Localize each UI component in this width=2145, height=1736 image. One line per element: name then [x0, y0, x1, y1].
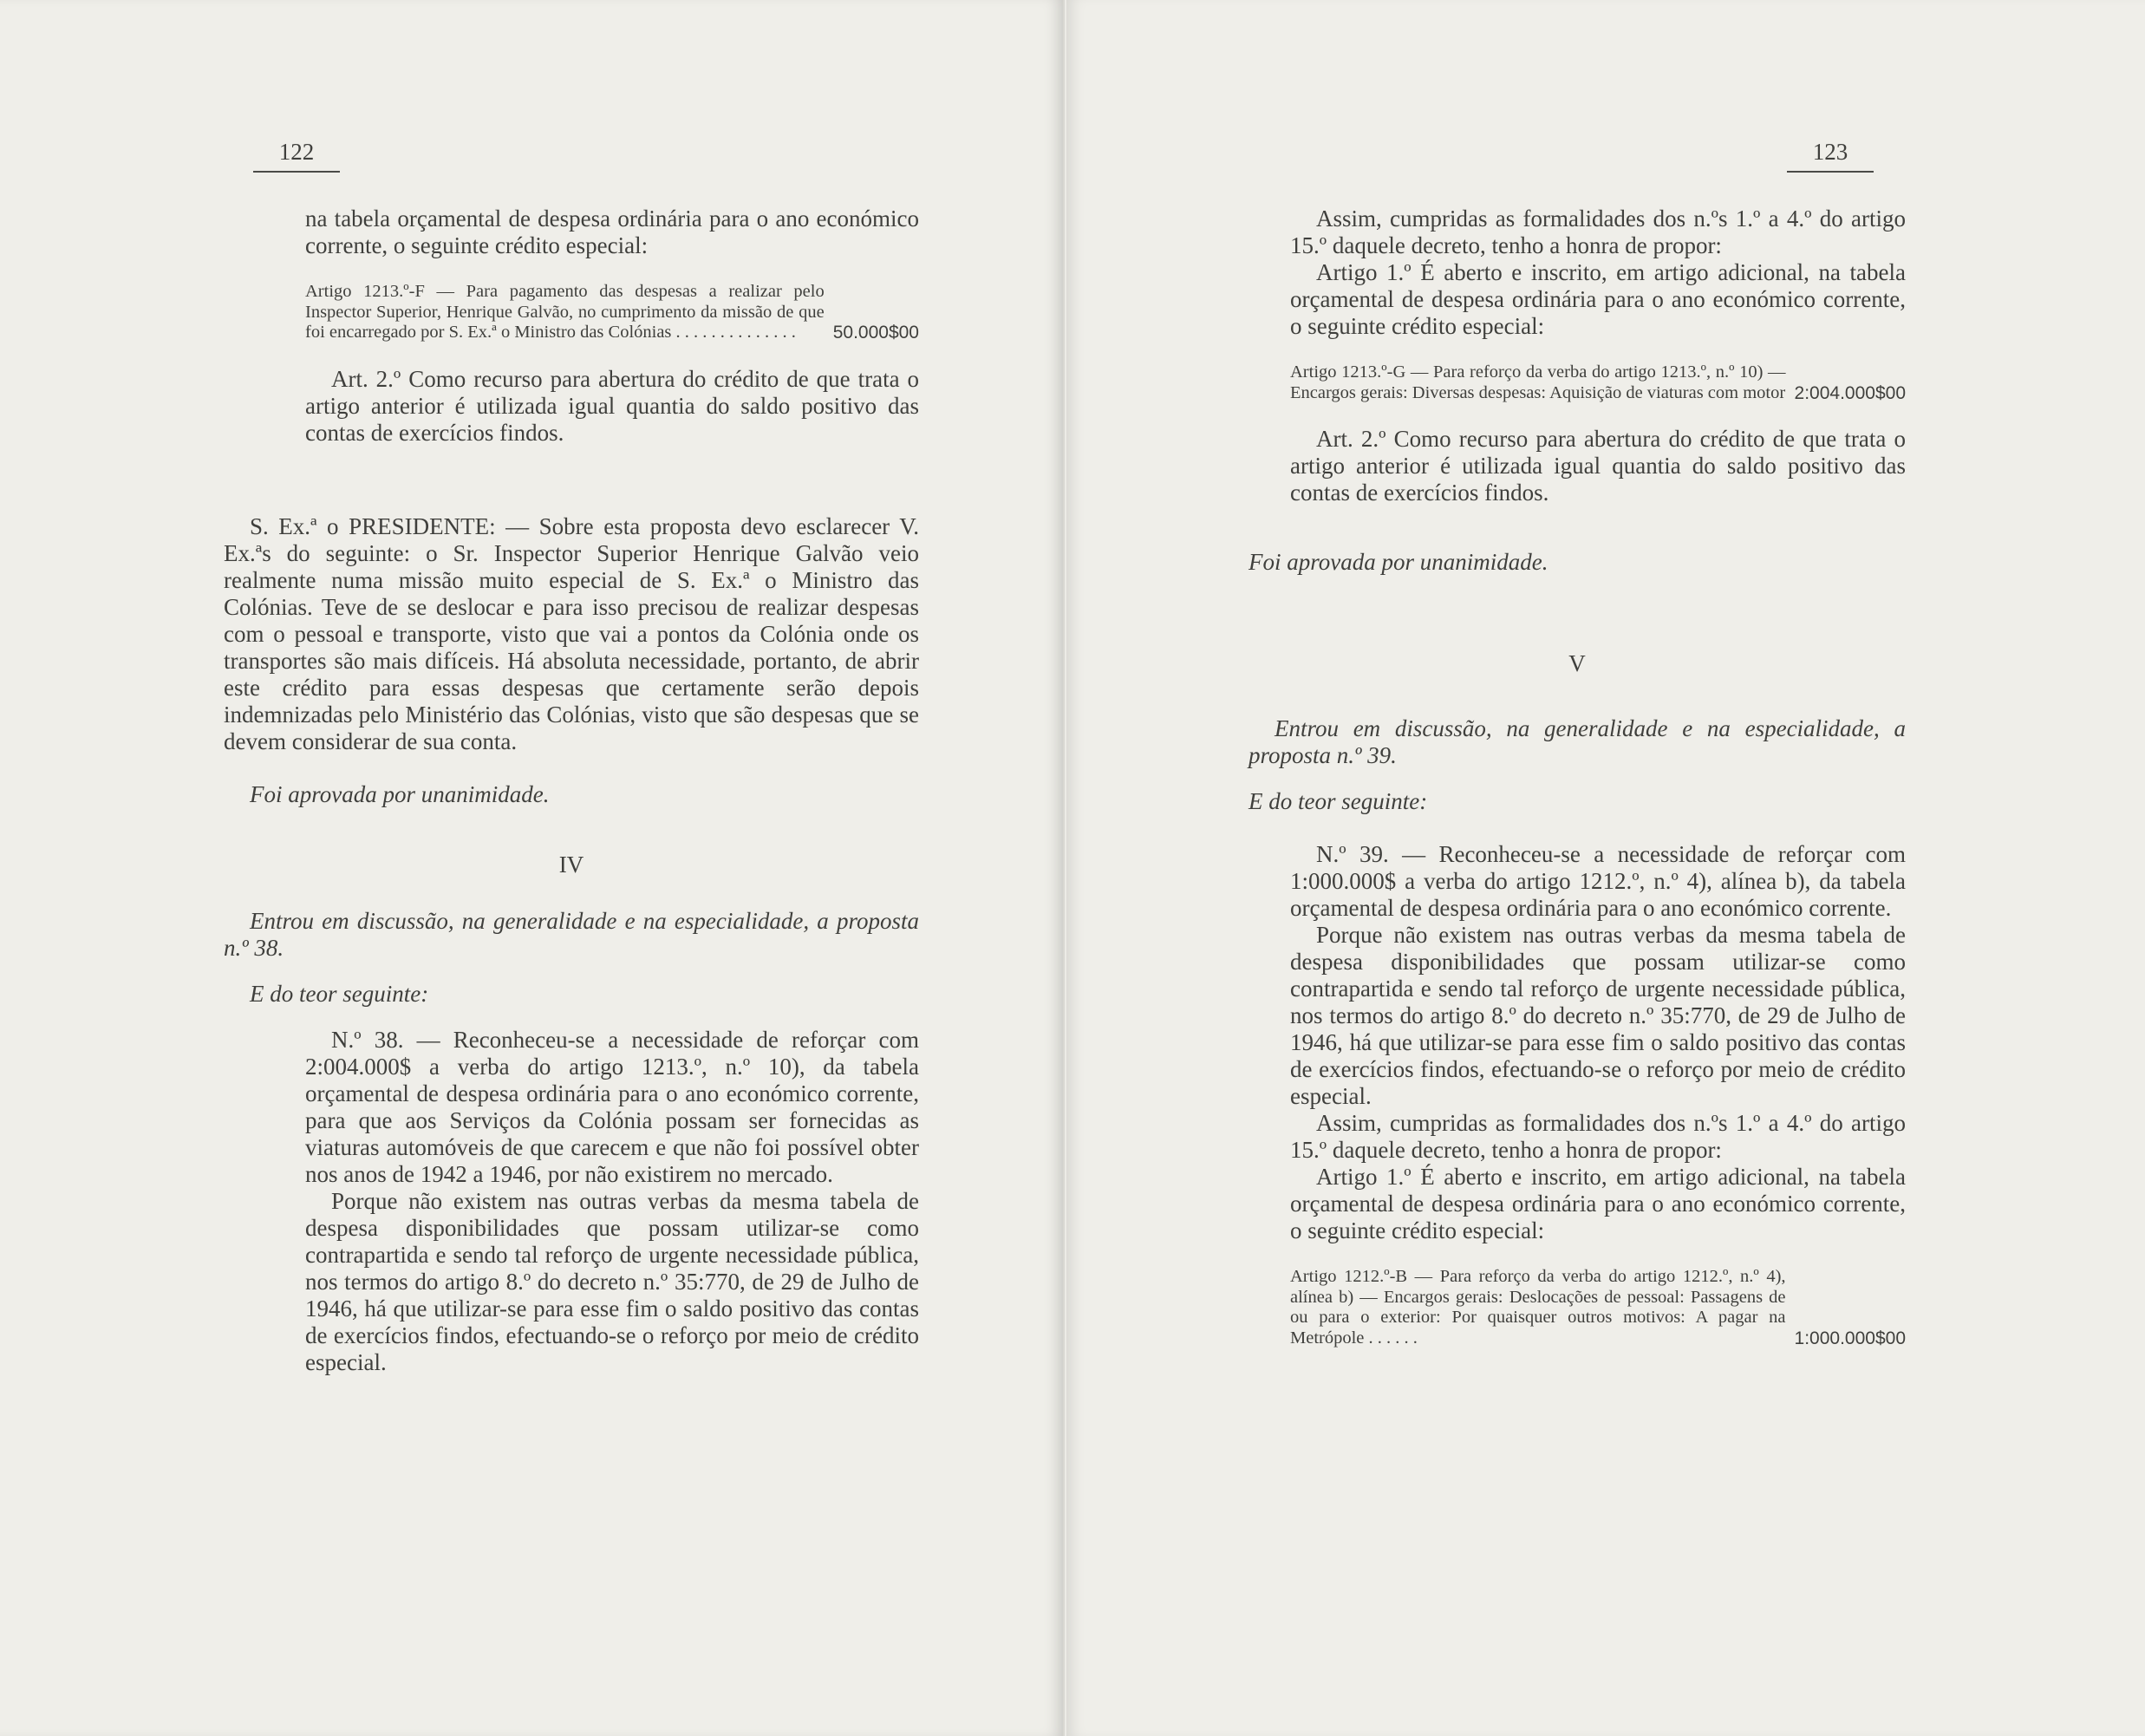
- article-text: Artigo 1213.º-F — Para pagamento das despesas a realizar pelo Inspector Superior, Henrique Galvão, no cumprimento da missão de que foi encarregado por S. Ex.ª o Ministro das Colónias . . . . . . . . . . . . . .: [305, 282, 825, 342]
- article-text: Artigo 1213.º-G — Para reforço da verba do artigo 1213.º, n.º 10) — Encargos gerais: Diversas despesas: Aquisição de viaturas com motor: [1290, 362, 1786, 402]
- right-column-bottom: [1290, 841, 1906, 1371]
- left-column-main: [224, 513, 919, 1376]
- proposal-paragraph: N.º 39. — Reconheceu-se a necessidade de reforçar com 1:000.000$ a verba do artigo 1212.º, n.º 4), alínea b), da tabela orçamental de despesa ordinária para o ano económico corrente.: [1290, 841, 1906, 921]
- assim-paragraph: Assim, cumpridas as formalidades dos n.ºs 1.º a 4.º do artigo 15.º daquele decreto, tenho a honra de propor:: [1290, 1110, 1906, 1163]
- approved-note: Foi aprovada por unanimidade.: [1249, 549, 1548, 575]
- proposal-paragraph: N.º 38. — Reconheceu-se a necessidade de reforçar com 2:004.000$ a verba do artigo 1213.º, n.º 10), da tabela orçamental de despesa ordinária para o ano económico corrente, para que aos Serviços da Colónia possam ser fornecidas as viaturas automóveis de que carecem e que não foi possível obter nos anos de 1942 a 1946, por não existirem no mercado.: [305, 1027, 919, 1187]
- page-number: 122: [253, 139, 340, 173]
- teor-note: E do teor seguinte:: [1249, 788, 1428, 814]
- approved-note: Foi aprovada por unanimidade.: [250, 781, 550, 807]
- budget-article: [1290, 362, 1906, 403]
- article-text: Artigo 1212.º-B — Para reforço da verba do artigo 1212.º, n.º 4), alínea b) — Encargos gerais: Deslocações de pessoal: Passagens de ou para o exterior: Por quaisquer outros motivos: A pagar na Metrópole . . . . . .: [1290, 1267, 1786, 1348]
- page-number: 123: [1787, 139, 1874, 173]
- discussion-note: Entrou em discussão, na generalidade e na especialidade, a proposta n.º 39.: [1249, 715, 1906, 768]
- right-page: [1066, 0, 2145, 1736]
- right-column-top: [1290, 206, 1906, 506]
- proposal-paragraph: Porque não existem nas outras verbas da mesma tabela de despesa disponibilidades que possam utilizar-se como contrapartida e sendo tal reforço de urgente necessidade pública, nos termos do artigo 8.º do decreto n.º 35:770, de 29 de Julho de 1946, há que utilizar-se para esse fim o saldo positivo das contas de exercícios findos, efectuando-se o reforço por meio de crédito especial.: [1290, 922, 1906, 1109]
- assim-paragraph: Assim, cumpridas as formalidades dos n.ºs 1.º a 4.º do artigo 15.º daquele decreto, tenho a honra de propor:: [1290, 206, 1906, 258]
- discussion-note: Entrou em discussão, na generalidade e na especialidade, a proposta n.º 38.: [224, 908, 919, 961]
- right-column-mid: [1249, 549, 1906, 576]
- art-2-paragraph: Art. 2.º Como recurso para abertura do crédito de que trata o artigo anterior é utilizada igual quantia do saldo positivo das contas de exercícios findos.: [1290, 426, 1906, 506]
- right-column-main: [1249, 650, 1906, 815]
- proposal-38: [224, 1027, 919, 1376]
- article-amount: 2:004.000$00: [1794, 382, 1906, 403]
- paragraph-intro: na tabela orçamental de despesa ordinária para o ano económico corrente, o seguinte crédito especial:: [305, 206, 919, 258]
- artigo-1-paragraph: Artigo 1.º É aberto e inscrito, em artigo adicional, na tabela orçamental de despesa ordinária para o ano económico corrente, o seguinte crédito especial:: [1290, 1164, 1906, 1243]
- section-heading: V: [1568, 650, 1586, 676]
- proposal-paragraph: Porque não existem nas outras verbas da mesma tabela de despesa disponibilidades que possam utilizar-se como contrapartida e sendo tal reforço de urgente necessidade pública, nos termos do artigo 8.º do decreto n.º 35:770, de 29 de Julho de 1946, há que utilizar-se para esse fim o saldo positivo das contas de exercícios findos, efectuando-se o reforço por meio de crédito especial.: [305, 1188, 919, 1375]
- teor-note: E do teor seguinte:: [250, 981, 429, 1007]
- article-amount: 1:000.000$00: [1794, 1328, 1906, 1348]
- section-heading: IV: [558, 852, 584, 878]
- left-column-top: [305, 206, 919, 447]
- artigo-1-paragraph: Artigo 1.º É aberto e inscrito, em artigo adicional, na tabela orçamental de despesa ordinária para o ano económico corrente, o seguinte crédito especial:: [1290, 259, 1906, 339]
- art-2-paragraph: Art. 2.º Como recurso para abertura do crédito de que trata o artigo anterior é utilizada igual quantia do saldo positivo das contas de exercícios findos.: [305, 365, 919, 446]
- article-amount: 50.000$00: [832, 323, 919, 343]
- budget-article: [305, 282, 919, 343]
- budget-article: [1290, 1267, 1906, 1348]
- presidente-paragraph: S. Ex.ª o PRESIDENTE: — Sobre esta proposta devo esclarecer V. Ex.ªs do seguinte: o Sr. Inspector Superior Henrique Galvão veio realmente numa missão muito especial de S. Ex.ª o Ministro das Colónias. Teve de se deslocar e para isso precisou de realizar despesas com o pessoal e transporte, visto que vai a pontos da Colónia onde os transportes são mais difíceis. Há absoluta necessidade, portanto, de abrir este crédito para essas despesas que certamente serão depois indemnizadas pelo Ministério das Colónias, visto que são despesas que se devem considerar de sua conta.: [224, 513, 919, 754]
- left-page: [0, 0, 1065, 1736]
